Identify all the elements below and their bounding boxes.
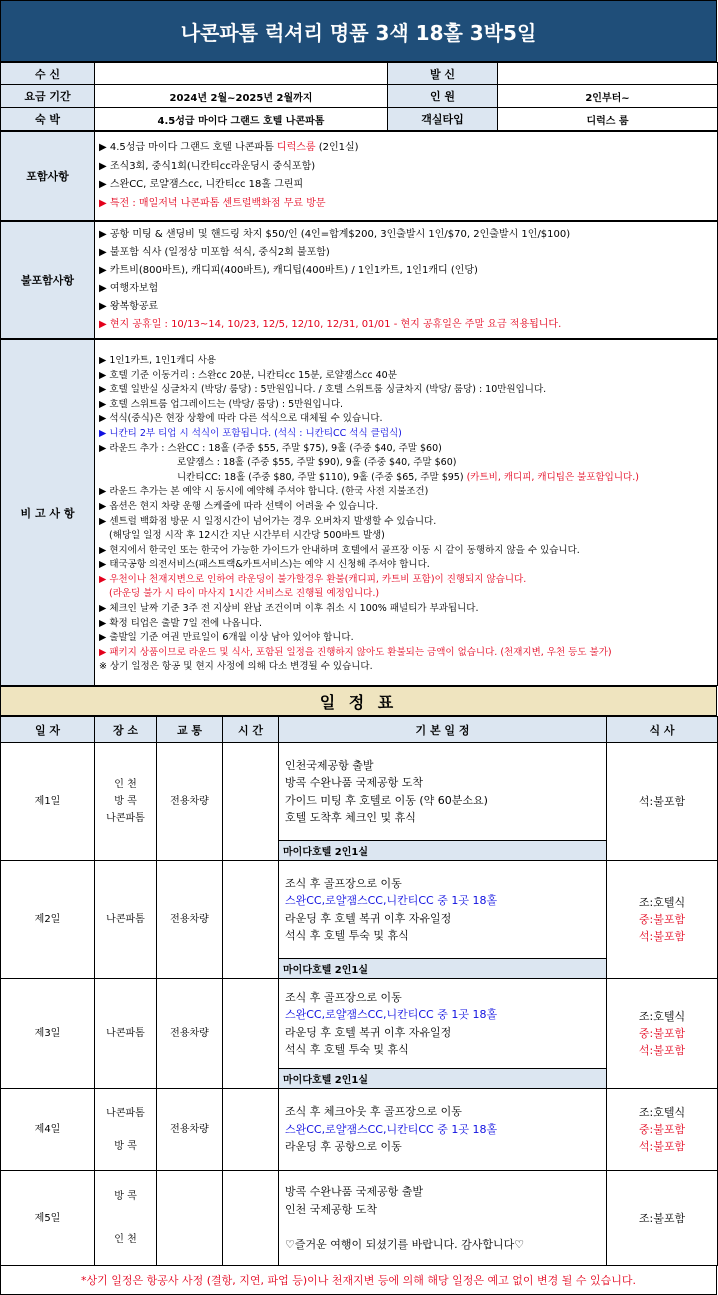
day-label: 제3일 <box>1 979 95 1089</box>
day-meals: 조:불포함 <box>607 1171 718 1266</box>
day-schedule: 방콕 수완나품 국제공항 출발 인천 국제공항 도착 ♡즐거운 여행이 되셨기를 바랍니다. 감사합니다♡ <box>279 1171 607 1266</box>
list-item: ▶ 체크인 날짜 기준 3주 전 지상비 완납 조건이며 이후 취소 시 100% 패널티가 부과됩니다. <box>99 603 479 615</box>
room-label: 객실타입 <box>388 108 498 131</box>
included-list <box>95 132 718 221</box>
people-value: 2인부터~ <box>498 85 718 108</box>
list-item: ▶ 태국공항 의전서비스(패스트랙&카트서비스)는 예약 시 신청해 주셔야 합니다. <box>99 559 430 571</box>
sender-value[interactable] <box>498 63 718 85</box>
included-label: 포함사항 <box>1 132 95 221</box>
day-meals: 조:호텔식 중:불포함 석:불포함 <box>607 861 718 979</box>
list-item: ▶ 카트비(800바트), 캐디피(400바트), 캐디팁(400바트) / 1인1카트, 1인1캐디 (인당) <box>99 265 478 276</box>
list-item: ▶ 왕복항공료 <box>99 301 159 312</box>
list-item: ▶ 우천이나 천재지변으로 인하여 라운딩이 불가할경우 환불(캐디피, 카트비 포함)이 진행되지 않습니다. <box>99 573 527 585</box>
period-label: 요금 기간 <box>1 85 95 108</box>
day-transport: 전용차량 <box>157 861 223 979</box>
list-item: ▶ 여행자보험 <box>99 283 159 294</box>
day-time <box>223 979 279 1089</box>
day-schedule: 조식 후 골프장으로 이동 스완CC,로얄잼스CC,니칸티CC 중 1곳 18홀 라운딩 후 호텔 복귀 이후 자유일정 석식 후 호텔 투숙 및 휴식 <box>279 861 607 959</box>
list-item: ▶ 옵션은 현지 차량 운행 스케줄에 따라 선택이 어려울 수 있습니다. <box>99 500 379 512</box>
list-item: ▶ 1인1카트, 1인1캐디 사용 <box>99 354 216 366</box>
list-item: ▶ 호텔 일반실 싱글차지 (박당/ 룸당) : 5만원입니다. / 호텔 스위트룸 싱글차지 (박당/ 룸당) : 10만원입니다. <box>99 384 547 396</box>
day-time <box>223 743 279 861</box>
table-row <box>1 1171 718 1266</box>
day-schedule: 인천국제공항 출발 방콕 수완나품 국제공항 도착 가이드 미팅 후 호텔로 이동 (약 60분소요) 호텔 도착후 체크인 및 휴식 <box>279 743 607 841</box>
day-place: 나콘파톰 <box>95 861 157 979</box>
sender-label: 발 신 <box>388 63 498 85</box>
day-meals: 조:호텔식 중:불포함 석:불포함 <box>607 979 718 1089</box>
list-item: ▶ 불포함 식사 (일정상 미포함 석식, 중식2회 불포함) <box>99 247 330 258</box>
list-item: ▶ 패키지 상품이므로 라운드 및 식사, 포함된 일정을 진행하지 않아도 환불되는 금액이 없습니다. (천재지변, 우천 등도 불가) <box>99 646 612 658</box>
table-row <box>1 1089 718 1171</box>
header-date: 일 자 <box>1 717 95 743</box>
list-item: ▶ 호텔 스위트룸 업그레이드는 (박당/ 룸당) : 5만원입니다. <box>99 398 344 410</box>
day-place: 나콘파톰 방 콕 <box>95 1089 157 1171</box>
day-meals: 석:불포함 <box>607 743 718 861</box>
day-place: 인 천 방 콕 나콘파톰 <box>95 743 157 861</box>
itinerary-table <box>0 716 718 1266</box>
day-hotel: 마이다호텔 2인1실 <box>279 959 607 979</box>
day-time <box>223 861 279 979</box>
list-item: 니칸티CC: 18홀 (주중 $80, 주말 $110), 9홀 (주중 $65, 주말 $95) (카트비, 캐디피, 캐디팁은 불포함입니다.) <box>177 471 639 483</box>
itinerary-header-row <box>1 717 718 743</box>
header-schedule: 기 본 일 정 <box>279 717 607 743</box>
excluded-label: 불포함사항 <box>1 222 95 339</box>
people-label: 인 원 <box>388 85 498 108</box>
footer-notice: *상기 일정은 항공사 사정 (결항, 지연, 파업 등)이나 천재지변 등에 의해 해당 일정은 예고 없이 변경 될 수 있습니다. <box>0 1266 717 1295</box>
list-item: ▶ 호텔 기준 이동거리 : 스완cc 20분, 니칸티cc 15분, 로얄잼스cc 40분 <box>99 369 397 381</box>
stay-label: 숙 박 <box>1 108 95 131</box>
list-item: ▶ 특전 : 매일저녁 나콘파톰 센트럴백화점 무료 방문 <box>99 197 326 209</box>
excluded-table <box>0 221 718 339</box>
day-transport: 전용차량 <box>157 743 223 861</box>
list-item: ▶ 스완CC, 로얄잼스cc, 니칸티cc 18홀 그린피 <box>99 179 304 190</box>
day-transport <box>157 1171 223 1266</box>
header-meals: 식 사 <box>607 717 718 743</box>
recipient-value[interactable] <box>95 63 388 85</box>
excluded-list <box>95 222 718 339</box>
day-label: 제5일 <box>1 1171 95 1266</box>
list-item: ▶ 공항 미팅 & 샌딩비 및 핸드링 차지 $50/인 (4인=합계$200, 3인출발시 1인/$70, 2인출발시 1인/$100) <box>99 229 571 240</box>
day-place: 나콘파톰 <box>95 979 157 1089</box>
info-table <box>0 62 718 131</box>
list-item: ▶ 확정 티업은 출발 7일 전에 나옵니다. <box>99 617 262 629</box>
list-item: (해당일 일정 시작 후 12시간 지난 시간부터 시간당 500바트 발생) <box>109 530 385 542</box>
day-time <box>223 1089 279 1171</box>
table-row <box>1 743 718 841</box>
day-transport: 전용차량 <box>157 1089 223 1171</box>
included-table <box>0 131 718 221</box>
list-item: 로얄잼스 : 18홀 (주중 $55, 주말 $90), 9홀 (주중 $40, 주말 $60) <box>177 457 457 469</box>
day-hotel: 마이다호텔 2인1실 <box>279 1069 607 1089</box>
day-label: 제2일 <box>1 861 95 979</box>
room-value: 디럭스 룸 <box>498 108 718 131</box>
table-row <box>1 861 718 959</box>
remarks-table <box>0 339 718 686</box>
day-label: 제1일 <box>1 743 95 861</box>
page-title: 나콘파톰 럭셔리 명품 3색 18홀 3박5일 <box>0 0 717 62</box>
table-row <box>1 979 718 1069</box>
list-item: ▶ 출발일 기준 여권 만료일이 6개월 이상 남아 있어야 합니다. <box>99 632 354 644</box>
stay-value: 4.5성급 마이다 그랜드 호텔 나콘파톰 <box>95 108 388 131</box>
list-item: ▶ 조식3회, 중식1회(니칸티cc라운딩시 중식포함) <box>99 160 316 172</box>
list-item: ▶ 니칸티 2부 티업 시 석식이 포함됩니다. (석식 : 니칸티CC 석식 클럽식) <box>99 427 402 439</box>
day-transport: 전용차량 <box>157 979 223 1089</box>
header-place: 장 소 <box>95 717 157 743</box>
period-value: 2024년 2월~2025년 2월까지 <box>95 85 388 108</box>
list-item: ▶ 석식(중식)은 현장 상황에 따라 다른 석식으로 대체될 수 있습니다. <box>99 413 383 425</box>
day-hotel: 마이다호텔 2인1실 <box>279 841 607 861</box>
day-time <box>223 1171 279 1266</box>
itinerary-section-title: 일 정 표 <box>0 686 717 716</box>
list-item: ▶ 센트럴 백화점 방문 시 일정시간이 넘어가는 경우 오버차지 발생할 수 있습니다. <box>99 515 437 527</box>
list-item: ▶ 현지에서 한국인 또는 한국어 가능한 가이드가 안내하며 호텔에서 골프장 이동 시 같이 동행하지 않을 수 있습니다. <box>99 544 580 556</box>
list-item: ▶ 4.5성급 마이다 그랜드 호텔 나콘파톰 디럭스룸 (2인1실) <box>99 142 359 153</box>
remarks-list <box>95 340 718 686</box>
list-item: ▶ 라운드 추가 : 스완CC : 18홀 (주중 $55, 주말 $75), 9홀 (주중 $40, 주말 $60) <box>99 442 442 454</box>
list-item: (라운딩 불가 시 타이 마사지 1시간 서비스로 진행될 예정입니다.) <box>109 588 380 600</box>
header-time: 시 간 <box>223 717 279 743</box>
list-item: ▶ 현지 공휴일 : 10/13~14, 10/23, 12/5, 12/10, 12/31, 01/01 - 현지 공휴일은 주말 요금 적용됩니다. <box>99 319 562 330</box>
header-transport: 교 통 <box>157 717 223 743</box>
day-meals: 조:호텔식 중:불포함 석:불포함 <box>607 1089 718 1171</box>
remarks-label: 비 고 사 항 <box>1 340 95 686</box>
day-place: 방 콕 인 천 <box>95 1171 157 1266</box>
day-schedule: 조식 후 골프장으로 이동 스완CC,로얄잼스CC,니칸티CC 중 1곳 18홀 라운딩 후 호텔 복귀 이후 자유일정 석식 후 호텔 투숙 및 휴식 <box>279 979 607 1069</box>
recipient-label: 수 신 <box>1 63 95 85</box>
day-schedule: 조식 후 체크아웃 후 골프장으로 이동 스완CC,로얄잼스CC,니칸티CC 중 1곳 18홀 라운딩 후 공항으로 이동 <box>279 1089 607 1171</box>
list-item: ▶ 라운드 추가는 본 예약 시 동시에 예약해 주셔야 합니다. (한국 사전 지불조건) <box>99 486 429 498</box>
list-item: ※ 상기 일정은 항공 및 현지 사정에 의해 다소 변경될 수 있습니다. <box>99 661 373 673</box>
day-label: 제4일 <box>1 1089 95 1171</box>
